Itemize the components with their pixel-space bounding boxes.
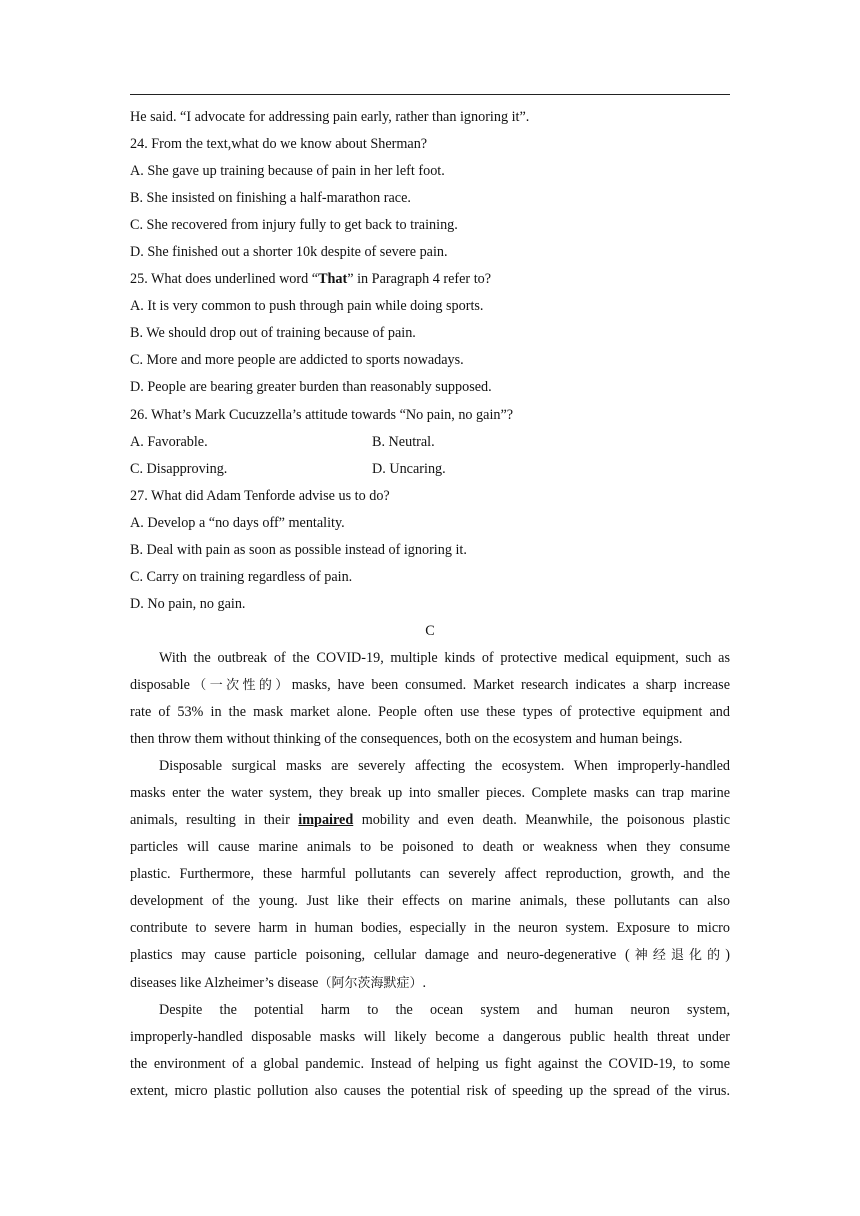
question-26-stem: 26. What’s Mark Cucuzzella’s attitude towards “No pain, no gain”? bbox=[130, 406, 514, 423]
question-26-option-a: A. Favorable. bbox=[130, 433, 208, 450]
question-26-option-d: D. Uncaring. bbox=[372, 460, 446, 477]
underlined-word-impaired: impaired bbox=[298, 812, 354, 829]
paragraph-line: Despite the potential harm to the ocean system and human neuron system, bbox=[159, 1001, 730, 1018]
question-27-option-d: D. No pain, no gain. bbox=[130, 595, 246, 612]
paragraph-line: then throw them without thinking of the consequences, both on the ecosystem and human beings. bbox=[130, 731, 683, 748]
chinese-gloss: （阿尔茨海默症） bbox=[318, 975, 423, 991]
section-heading: C bbox=[425, 622, 435, 639]
question-24-stem: 24. From the text,what do we know about Sherman? bbox=[130, 136, 428, 153]
question-27-option-b: B. Deal with pain as soon as possible instead of ignoring it. bbox=[130, 541, 467, 558]
question-25-option-b: B. We should drop out of training because of pain. bbox=[130, 325, 416, 342]
paragraph-line: animals, resulting in their impaired mobility and even death. Meanwhile, the poisonous plastic bbox=[130, 812, 730, 829]
chinese-gloss: （一次性的） bbox=[189, 677, 292, 693]
paragraph-line: plastic. Furthermore, these harmful pollutants can severely affect reproduction, growth, and the bbox=[130, 866, 730, 883]
chinese-gloss: 神经退化的 bbox=[629, 948, 726, 964]
document-content bbox=[130, 104, 730, 1105]
paragraph-line: improperly-handled disposable masks will likely become a dangerous public health threat under bbox=[130, 1028, 730, 1045]
question-25-option-c: C. More and more people are addicted to sports nowadays. bbox=[130, 352, 464, 369]
question-27-option-c: C. Carry on training regardless of pain. bbox=[130, 568, 353, 585]
paragraph-line: plastics may cause particle poisoning, cellular damage and neuro-degenerative (神经退化的) bbox=[130, 947, 730, 964]
question-24-option-b: B. She insisted on finishing a half-marathon race. bbox=[130, 190, 411, 207]
question-26-options-row-2 bbox=[130, 456, 730, 483]
question-25-stem: 25. What does underlined word “That” in Paragraph 4 refer to? bbox=[130, 271, 492, 288]
underlined-word: That bbox=[318, 271, 348, 288]
paragraph-line: masks enter the water system, they break up into smaller pieces. Complete masks can trap marine bbox=[130, 785, 730, 802]
question-26-options-row-1 bbox=[130, 429, 730, 456]
document-page bbox=[130, 0, 730, 1216]
paragraph-line: diseases like Alzheimer’s disease（阿尔茨海默症）. bbox=[130, 974, 427, 991]
question-24-option-c: C. She recovered from injury fully to get back to training. bbox=[130, 217, 458, 234]
passage-paragraph-2 bbox=[130, 753, 730, 996]
paragraph-line: With the outbreak of the COVID-19, multiple kinds of protective medical equipment, such as bbox=[159, 649, 730, 666]
question-25-option-d: D. People are bearing greater burden than reasonably supposed. bbox=[130, 379, 492, 396]
question-25-option-a: A. It is very common to push through pain while doing sports. bbox=[130, 298, 484, 315]
question-24-option-d: D. She finished out a shorter 10k despite of severe pain. bbox=[130, 244, 448, 261]
passage-paragraph-1 bbox=[130, 645, 730, 753]
paragraph-line: disposable（一次性的）masks, have been consumed. Market research indicates a sharp increase bbox=[130, 676, 730, 693]
text-line: He said. “I advocate for addressing pain early, rather than ignoring it”. bbox=[130, 109, 530, 125]
question-27-stem: 27. What did Adam Tenforde advise us to do? bbox=[130, 487, 390, 504]
question-26-option-b: B. Neutral. bbox=[372, 433, 435, 450]
paragraph-line: contribute to severe harm in human bodies, especially in the neuron system. Exposure to micro bbox=[130, 920, 730, 937]
question-24-option-a: A. She gave up training because of pain in her left foot. bbox=[130, 163, 445, 180]
paragraph-line: Disposable surgical masks are severely affecting the ecosystem. When improperly-handled bbox=[159, 758, 730, 775]
passage-paragraph-3 bbox=[130, 997, 730, 1105]
paragraph-line: rate of 53% in the mask market alone. People often use these types of protective equipment and bbox=[130, 704, 730, 721]
paragraph-line: development of the young. Just like their effects on marine animals, these pollutants can also bbox=[130, 893, 730, 910]
paragraph-line: the environment of a global pandemic. Instead of helping us fight against the COVID-19, to some bbox=[130, 1055, 730, 1072]
question-27-option-a: A. Develop a “no days off” mentality. bbox=[130, 514, 345, 531]
paragraph-line: extent, micro plastic pollution also causes the potential risk of speeding up the spread of the virus. bbox=[130, 1082, 730, 1099]
paragraph-line: particles will cause marine animals to be poisoned to death or weakness when they consume bbox=[130, 839, 730, 856]
header-rule bbox=[130, 94, 730, 95]
question-26-option-c: C. Disapproving. bbox=[130, 460, 228, 477]
